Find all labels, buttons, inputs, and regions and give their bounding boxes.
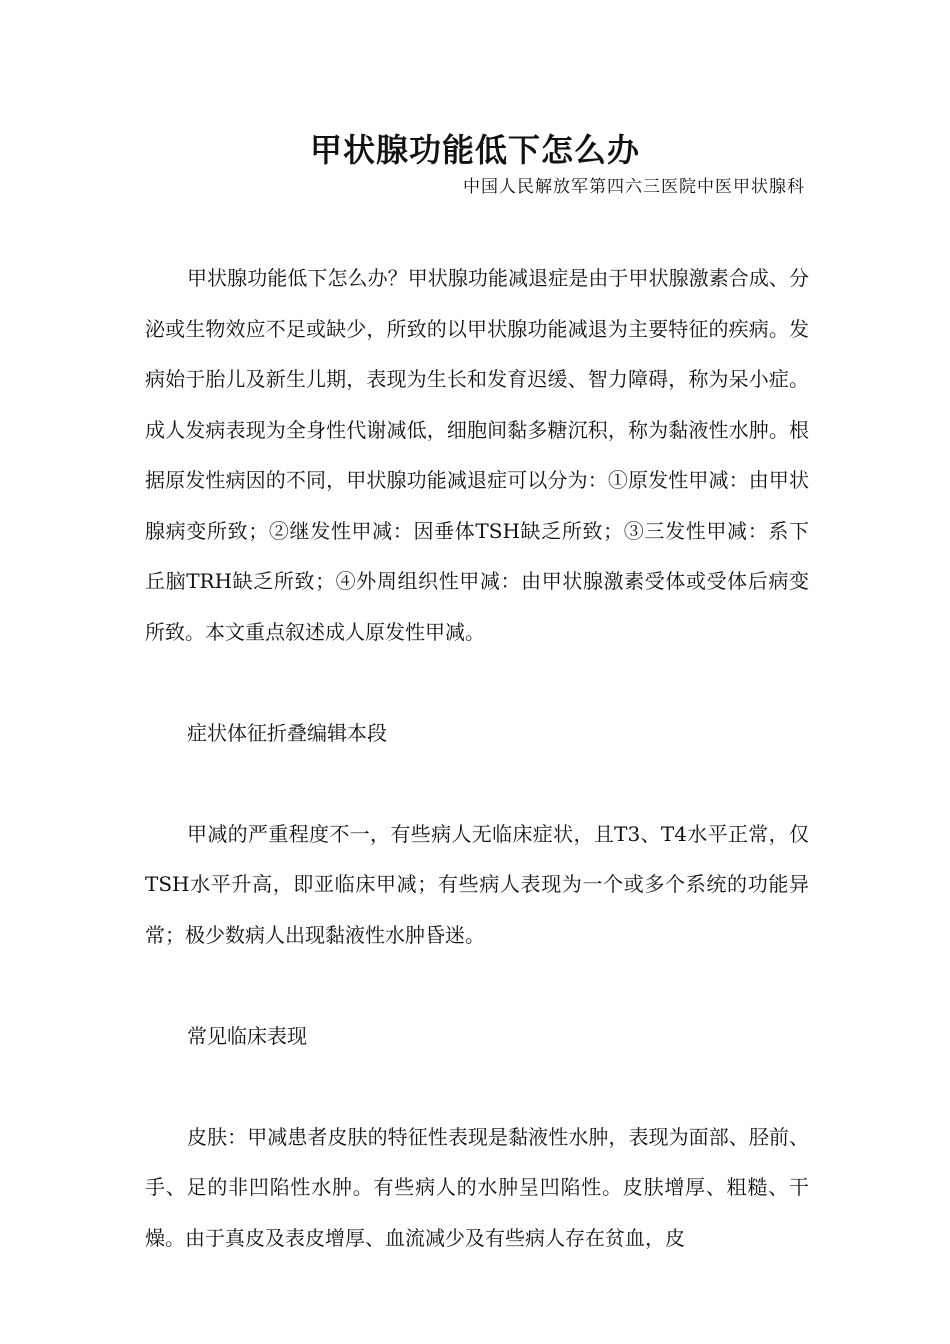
intro-paragraph: 甲状腺功能低下怎么办？甲状腺功能减退症是由于甲状腺激素合成、分泌或生物效应不足或缺少，所致的以甲状腺功能减退为主要特征的疾病。发病始于胎儿及新生儿期，表现为生长和发育迟缓、智力障碍，称为呆小症。成人发病表现为全身性代谢减低，细胞间黏多糖沉积，称为黏液性水肿。根据原发性病因的不同，甲状腺功能减退症可以分为：①原发性甲减：由甲状腺病变所致；②继发性甲减：因垂体TSH缺乏所致；③三发性甲减：系下丘脑TRH缺乏所致；④外周组织性甲减：由甲状腺激素受体或受体后病变所致。本文重点叙述成人原发性甲减。	[145, 266, 809, 644]
clinical-heading: 常见临床表现	[187, 1023, 307, 1048]
document-title: 甲状腺功能低下怎么办	[309, 131, 640, 169]
symptoms-paragraph: 甲减的严重程度不一，有些病人无临床症状，且T3、T4水平正常，仅TSH水平升高，即亚临床甲减；有些病人表现为一个或多个系统的功能异常；极少数病人出现黏液性水肿昏迷。	[145, 821, 809, 947]
skin-paragraph: 皮肤：甲减患者皮肤的特征性表现是黏液性水肿，表现为面部、胫前、手、足的非凹陷性水肿。有些病人的水肿呈凹陷性。皮肤增厚、粗糙、干燥。由于真皮及表皮增厚、血流减少及有些病人存在贫血，皮	[145, 1124, 809, 1250]
symptoms-heading: 症状体征折叠编辑本段	[187, 720, 387, 745]
paragraph-gap	[145, 960, 809, 1011]
document-author: 中国人民解放军第四六三医院中医甲状腺科	[463, 177, 805, 197]
document-body	[145, 253, 809, 1263]
paragraph-gap	[145, 1061, 809, 1112]
paragraph-gap	[145, 657, 809, 708]
paragraph-gap	[145, 758, 809, 809]
